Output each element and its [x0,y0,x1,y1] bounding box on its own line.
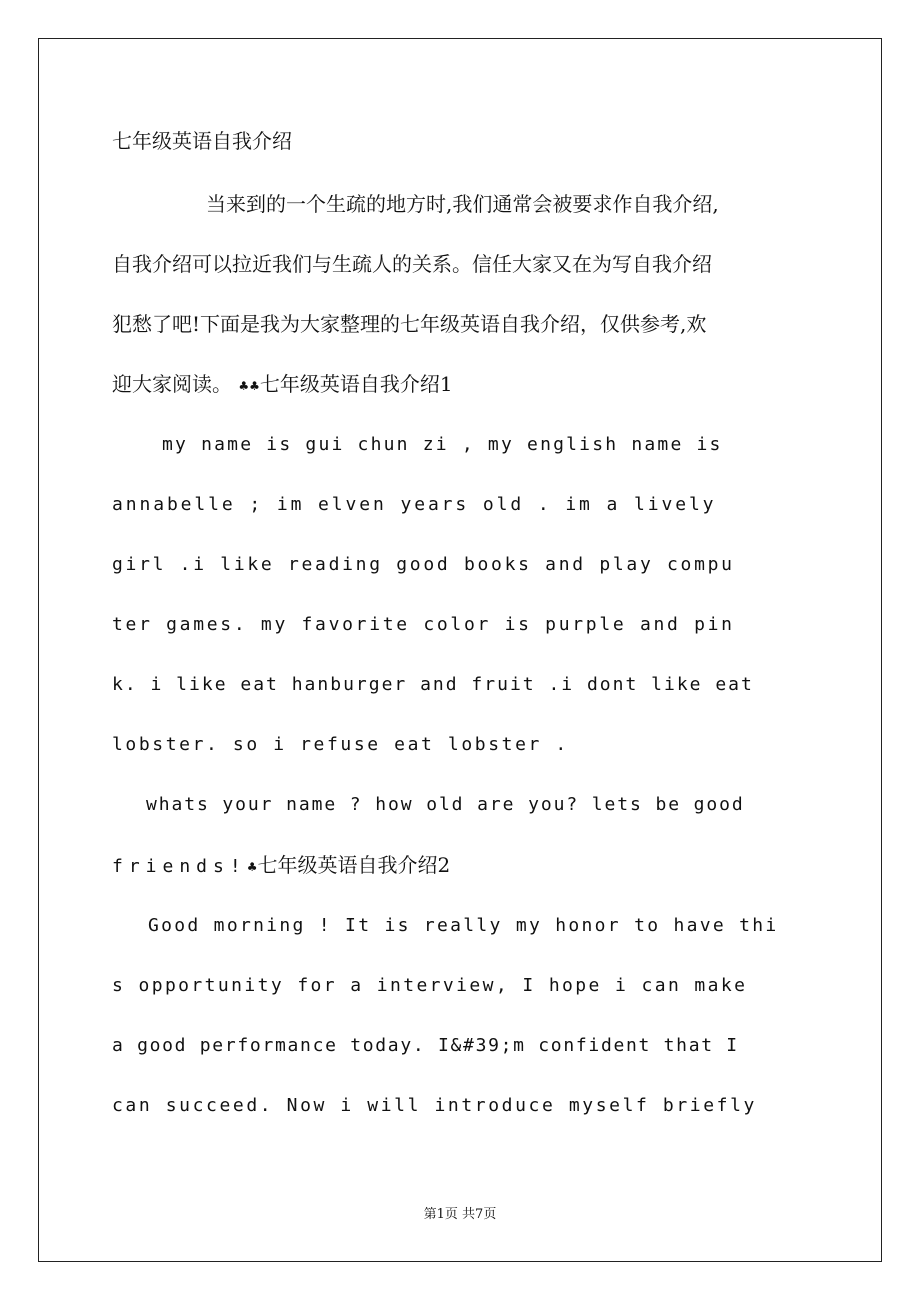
intro-line-3: 犯愁了吧!下面是我为大家整理的七年级英语自我介绍，仅供参考,欢 [112,312,707,336]
intro-line-2: 自我介绍可以拉近我们与生疏人的关系。信任大家又在为写自我介绍 [112,252,712,276]
section2-line-2: s opportunity for a interview, I hope i can make [112,975,748,996]
section1-line-6: lobster. so i refuse eat lobster . [112,734,569,755]
page-footer: 第1页 共7页 [423,1207,497,1222]
section1-line-4: ter games. my favorite color is purple and pin [112,614,735,635]
ornament-icon: ♣♣ [238,378,260,393]
section1-line-7: whats your name ? how old are you? lets be good [146,794,745,815]
intro-line-4-text: 迎大家阅读。 [112,372,232,396]
section2-line-1: Good morning ! It is really my honor to have thi [148,915,779,936]
section2-heading: 七年级英语自我介绍2 [257,853,451,877]
page-border [38,38,882,1262]
section2-line-4: can succeed. Now i will introduce myself briefly [112,1095,757,1116]
section1-line-2: annabelle ; im elven years old . im a lively [112,494,717,515]
intro-line-1: 当来到的一个生疏的地方时,我们通常会被要求作自我介绍, [206,192,719,216]
section1-line-8-text: friends! [112,856,247,877]
section1-line-5: k. i like eat hanburger and fruit .i dont like eat [112,674,754,695]
section1-line-8 [112,850,450,882]
section1-line-3: girl .i like reading good books and play compu [112,554,735,575]
section2-line-3: a good performance today. I&#39;m confident that I [112,1035,739,1056]
intro-line-4 [112,369,453,401]
ornament-icon: ♣ [246,859,258,874]
page-title: 七年级英语自我介绍 [112,129,292,153]
section1-heading: 七年级英语自我介绍1 [259,372,453,396]
section1-line-1: my name is gui chun zi , my english name is [162,434,723,455]
